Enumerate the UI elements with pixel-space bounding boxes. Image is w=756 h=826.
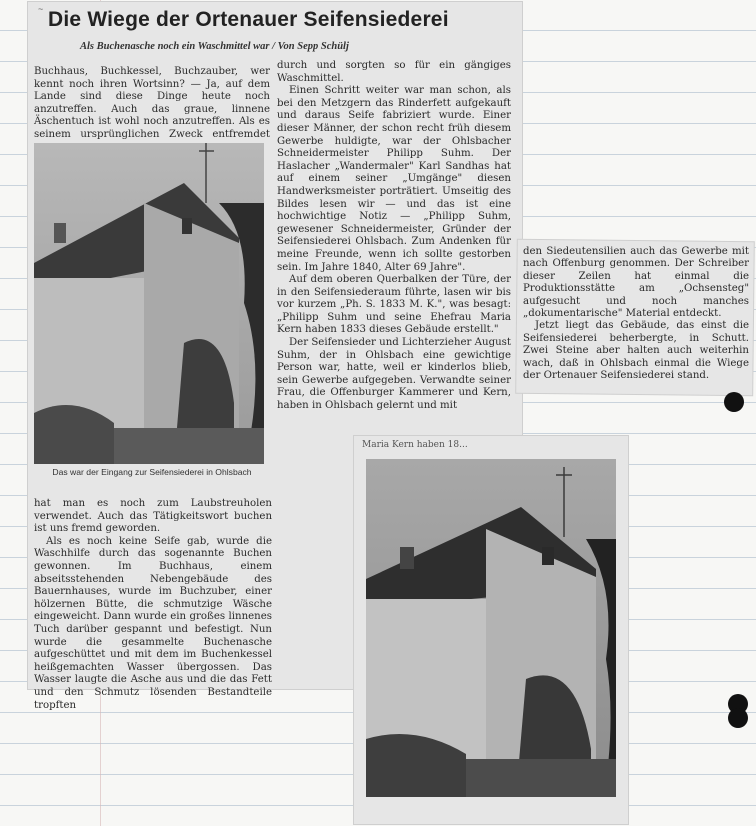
paragraph: durch und sorgten so für ein gängiges Waschmittel. (277, 60, 511, 84)
paragraph: Jetzt liegt das Gebäude, das einst die Seifensiederei beherbergte, in Schutt. Zwei Steine aber halten auch weiterhin wach, daß in Ohlsbach einmal die Wiege der Ortenauer Seifensiederei stand. (523, 320, 749, 382)
paragraph: Der Seifensieder und Lichterzieher August Suhm, der in Ohlsbach eine gewichtige Person war, hatte, weil er kinderlos blieb, sein Gewerbe aufgegeben. Verwandte seiner Frau, die Offenburger Kammerer und Kern, haben in Ohlsbach gelernt und mit (277, 337, 511, 412)
building-photo (34, 143, 264, 464)
article-column-middle (277, 60, 511, 413)
article-subtitle: Als Buchenasche noch ein Waschmittel war / Von Sepp Schülj (80, 41, 349, 52)
article-title: Die Wiege der Ortenauer Seifensiederei (48, 8, 449, 31)
article-column-right (523, 246, 749, 382)
corner-note: ~ (38, 4, 44, 14)
paragraph: hat man es noch zum Laubstreuholen verwendet. Auch das Tätigkeitswort buchen ist uns fremd geworden. (34, 498, 272, 535)
binder-hole (728, 708, 748, 728)
photo-caption: Das war der Eingang zur Seifensiederei in Ohlsbach (52, 467, 252, 477)
paragraph: Auf dem oberen Querbalken der Türe, der in den Seifensiederaum führte, lasen wir bis vor kurzem „Ph. S. 1833 M. K.", was besagt: „Philipp Suhm und seine Ehefrau Maria Kern haben 1833 dieses Gebäude erstellt." (277, 274, 511, 336)
building-photo-2 (366, 459, 616, 797)
paragraph: Buchhaus, Buchkessel, Buchzauber, wer kennt noch ihren Wortsinn? — Ja, auf dem Lande sind diese Dinge heute noch anzutreffen. Auch das graue, linnene Äschentuch ist wohl noch anzutreffen. Als es seinem ursprünglichen Zweck entfremdet (34, 66, 270, 140)
binder-hole (724, 392, 744, 412)
clipping-stub-text: Maria Kern haben 18... (362, 440, 468, 450)
article-column-left-bottom (34, 498, 272, 712)
paragraph: Einen Schritt weiter war man schon, als bei den Metzgern das Rinderfett aufgekauft und daraus Seife fabriziert wurde. Einer dieser Männer, der schon recht früh diesem Gewerbe huldigte, war der Ohlsbacher Schneidermeister Philipp Suhm. Der Haslacher „Wandermaler" Karl Sandhas hat auf einem seiner „Umgänge" diesen Handwerksmeister porträtiert. Umseitig des Bildes lesen wir — und das ist eine hochwichtige Notiz — „Philipp Suhm, gewesener Schneidermeister, Gründer der Seifensiederei Ohlsbach. Zum Andenken für meine Freunde, wenn ich sollte gestorben sein. Im Jahre 1840, Alter 69 Jahre". (277, 85, 511, 273)
paragraph: Als es noch keine Seife gab, wurde die Waschhilfe durch das sogenannte Buchen gewonnen. Im Buchhaus, einem abseitsstehenden Nebengebäude des Bauernhauses, wurde im Buchzuber, einer hölzernen Bütte, die schmutzige Wäsche eingeweicht. Dann wurde ein großes linnenes Tuch darüber gespannt und befestigt. Nun wurde die gesammelte Buchenasche aufgeschüttet und mit dem im Buchenkessel heißgemachten Wasser übergossen. Das Wasser laugte die Asche aus und die das Fett und den Schmutz lösenden Bestandteile tropften (34, 535, 272, 711)
article-column-left-top (34, 66, 270, 154)
paragraph: den Siedeutensilien auch das Gewerbe mit nach Offenburg genommen. Der Schreiber dieser Zeilen hat einmal die Produktionsstätte am „Ochsensteg" aufgesucht und noch manches „dokumentarische" Material entdeckt. (523, 246, 749, 320)
